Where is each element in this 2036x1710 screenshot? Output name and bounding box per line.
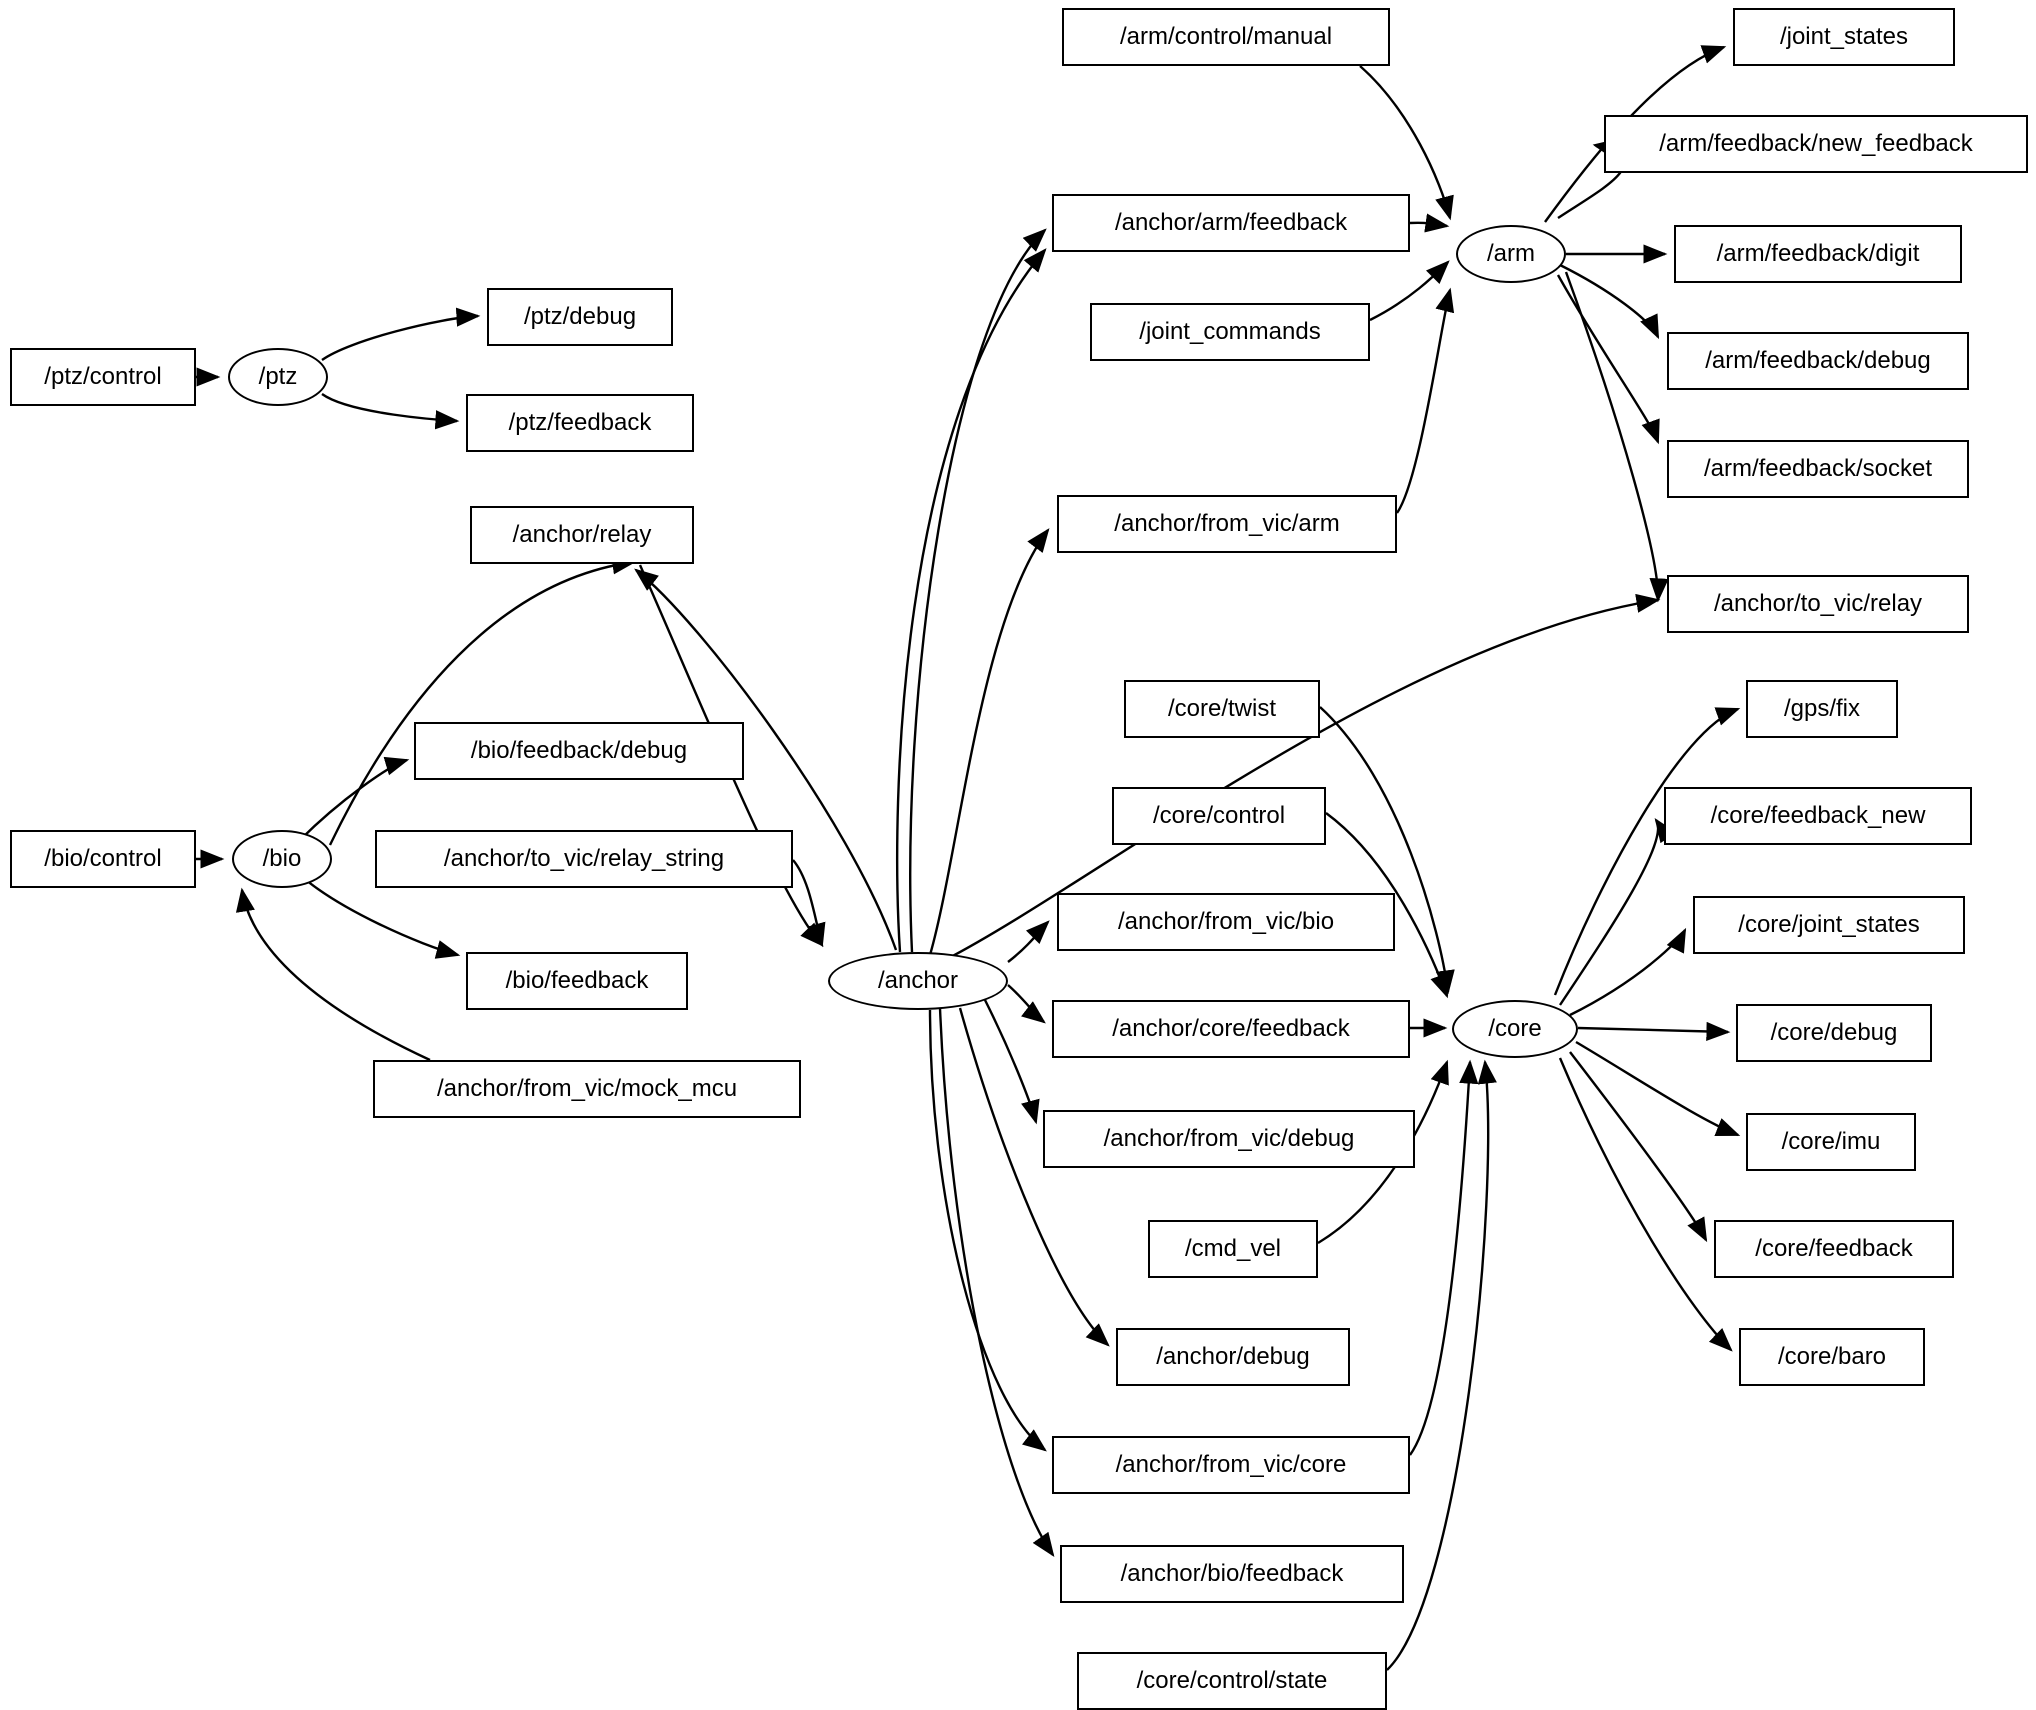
- graph-node-anchor_from_vic_bio[interactable]: [1057, 893, 1395, 951]
- graph-node-label: /anchor: [877, 967, 959, 994]
- graph-node-label: /arm/control/manual: [1119, 23, 1333, 50]
- graph-node-core_twist[interactable]: [1124, 680, 1320, 738]
- graph-node-label: /core/feedback_new: [1710, 802, 1926, 829]
- graph-node-core_control_state[interactable]: [1077, 1652, 1387, 1710]
- graph-node-anchor_from_vic_core[interactable]: [1052, 1436, 1410, 1494]
- graph-node-arm[interactable]: [1456, 225, 1566, 283]
- graph-node-ptz_debug[interactable]: [487, 288, 673, 346]
- graph-node-core_feedback[interactable]: [1714, 1220, 1954, 1278]
- graph-node-joint_commands[interactable]: [1090, 303, 1370, 361]
- graph-node-arm_control_manual[interactable]: [1062, 8, 1390, 66]
- graph-node-anchor_arm_feedback[interactable]: [1052, 194, 1410, 252]
- graph-node-cmd_vel[interactable]: [1148, 1220, 1318, 1278]
- graph-node-label: /core/twist: [1167, 695, 1277, 722]
- graph-node-anchor_from_vic_debug[interactable]: [1043, 1110, 1415, 1168]
- graph-node-label: /bio/control: [44, 845, 162, 872]
- graph-node-label: /anchor/from_vic/arm: [1114, 510, 1340, 537]
- graph-node-anchor_from_vic_mock[interactable]: [373, 1060, 801, 1118]
- graph-node-label: /core/imu: [1781, 1128, 1881, 1155]
- graph-node-core_baro[interactable]: [1739, 1328, 1925, 1386]
- graph-node-bio_control[interactable]: [10, 830, 196, 888]
- graph-node-ptz[interactable]: [228, 348, 328, 406]
- graph-node-anchor_from_vic_arm[interactable]: [1057, 495, 1397, 553]
- graph-node-label: /gps/fix: [1783, 695, 1861, 722]
- graph-node-label: /bio/feedback: [505, 967, 649, 994]
- graph-node-arm_feedback_digit[interactable]: [1674, 225, 1962, 283]
- graph-node-label: /ptz: [258, 363, 298, 390]
- graph-node-label: /core/joint_states: [1738, 911, 1920, 938]
- graph-node-core_joint_states[interactable]: [1693, 896, 1965, 954]
- graph-node-label: /joint_states: [1779, 23, 1909, 50]
- graph-node-label: /anchor/from_vic/mock_mcu: [436, 1075, 738, 1102]
- graph-node-core_debug[interactable]: [1736, 1004, 1932, 1062]
- graph-node-label: /ptz/control: [44, 363, 162, 390]
- graph-node-label: /joint_commands: [1139, 318, 1321, 345]
- graph-node-label: /ptz/feedback: [508, 409, 652, 436]
- graph-node-label: /arm/feedback/digit: [1716, 240, 1920, 267]
- graph-node-label: /core/control/state: [1136, 1667, 1328, 1694]
- graph-node-label: /core/debug: [1770, 1019, 1898, 1046]
- graph-node-label: /core: [1488, 1015, 1542, 1042]
- graph-node-label: /anchor/from_vic/debug: [1103, 1125, 1355, 1152]
- graph-node-core[interactable]: [1452, 1000, 1578, 1058]
- graph-node-label: /bio/feedback/debug: [470, 737, 688, 764]
- graph-node-label: /bio: [262, 845, 302, 872]
- graph-node-label: /anchor/arm/feedback: [1114, 209, 1348, 236]
- graph-node-label: /arm/feedback/debug: [1705, 347, 1931, 374]
- graph-node-core_control[interactable]: [1112, 787, 1326, 845]
- graph-node-label: /arm/feedback/new_feedback: [1659, 130, 1973, 157]
- graph-node-anchor_bio_feedback[interactable]: [1060, 1545, 1404, 1603]
- graph-node-anchor_to_vic_relay_str[interactable]: [375, 830, 793, 888]
- graph-node-label: /cmd_vel: [1184, 1235, 1282, 1262]
- graph-node-anchor_relay[interactable]: [470, 506, 694, 564]
- graph-node-bio_feedback_debug[interactable]: [414, 722, 744, 780]
- graph-node-label: /anchor/to_vic/relay_string: [443, 845, 725, 872]
- graph-node-core_feedback_new[interactable]: [1664, 787, 1972, 845]
- graph-node-label: /ptz/debug: [523, 303, 637, 330]
- graph-node-label: /anchor/debug: [1156, 1343, 1310, 1370]
- graph-node-label: /arm: [1487, 240, 1535, 267]
- graph-node-anchor_core_feedback[interactable]: [1052, 1000, 1410, 1058]
- graph-node-label: /core/feedback: [1755, 1235, 1913, 1262]
- graph-node-anchor_to_vic_relay[interactable]: [1667, 575, 1969, 633]
- graph-node-anchor[interactable]: [828, 952, 1008, 1010]
- graph-node-label: /anchor/relay: [512, 521, 652, 548]
- graph-node-gps_fix[interactable]: [1746, 680, 1898, 738]
- graph-node-core_imu[interactable]: [1746, 1113, 1916, 1171]
- graph-node-label: /core/baro: [1777, 1343, 1887, 1370]
- graph-node-label: /core/control: [1152, 802, 1286, 829]
- graph-node-bio_feedback[interactable]: [466, 952, 688, 1010]
- graph-node-joint_states[interactable]: [1733, 8, 1955, 66]
- graph-node-anchor_debug[interactable]: [1116, 1328, 1350, 1386]
- graph-node-arm_feedback_new[interactable]: [1604, 115, 2028, 173]
- graph-node-label: /anchor/bio/feedback: [1120, 1560, 1344, 1587]
- graph-node-arm_feedback_debug[interactable]: [1667, 332, 1969, 390]
- graph-node-label: /anchor/from_vic/bio: [1117, 908, 1335, 935]
- graph-node-arm_feedback_socket[interactable]: [1667, 440, 1969, 498]
- graph-node-label: /anchor/from_vic/core: [1115, 1451, 1347, 1478]
- graph-node-bio[interactable]: [232, 830, 332, 888]
- graph-node-ptz_control[interactable]: [10, 348, 196, 406]
- graph-node-label: /anchor/to_vic/relay: [1713, 590, 1923, 617]
- graph-node-label: /arm/feedback/socket: [1703, 455, 1933, 482]
- graph-node-ptz_feedback[interactable]: [466, 394, 694, 452]
- graph-node-label: /anchor/core/feedback: [1112, 1015, 1350, 1042]
